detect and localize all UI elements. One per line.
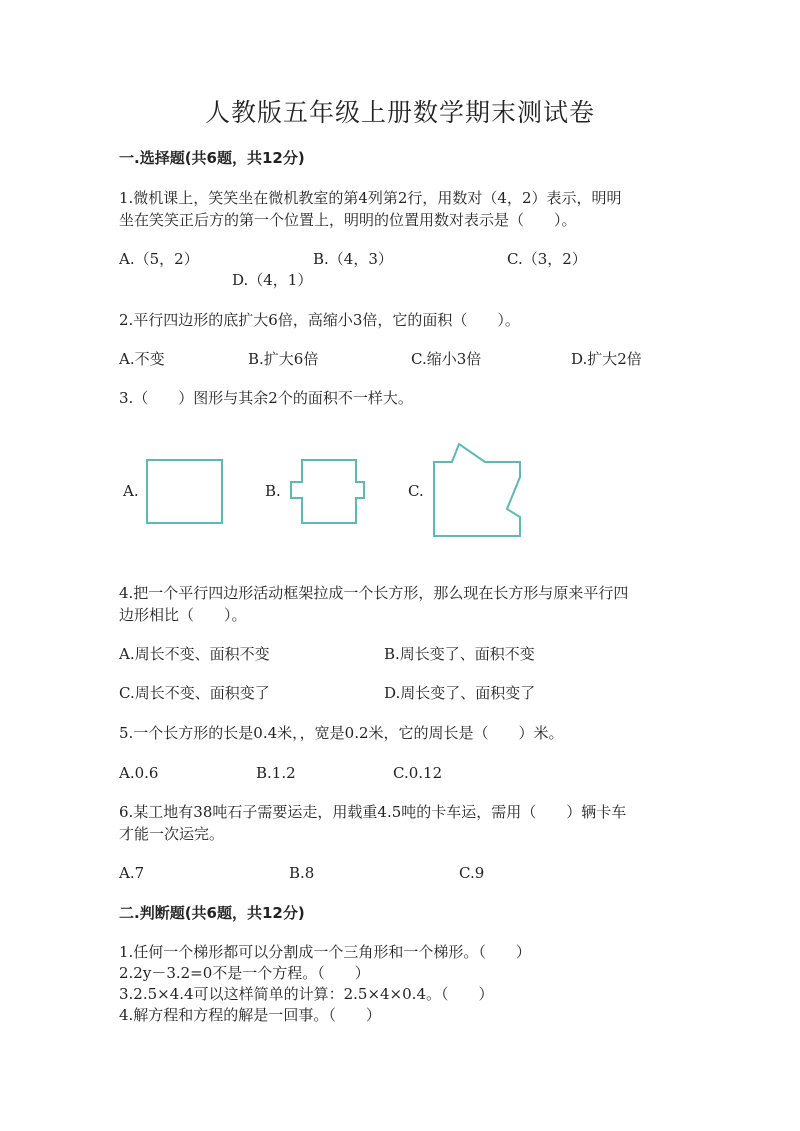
q6-option-a: A.7 bbox=[119, 864, 145, 882]
q1-text-line2: 坐在笑笑正后方的第一个位置上，明明的位置用数对表示是（ ）。 bbox=[119, 211, 577, 229]
q2-option-a: A.不变 bbox=[119, 350, 165, 368]
section1-heading: 一.选择题(共6题，共12分) bbox=[119, 149, 305, 167]
q2-option-c: C.缩小3倍 bbox=[411, 350, 482, 368]
tf-item-4: 4.解方程和方程的解是一回事。（ ） bbox=[119, 1006, 381, 1024]
q2-option-d: D.扩大2倍 bbox=[571, 350, 642, 368]
q1-option-d: D.（4，1） bbox=[232, 271, 313, 289]
q1-text-line1: 1.微机课上，笑笑坐在微机教室的第4列第2行，用数对（4，2）表示，明明 bbox=[119, 189, 622, 207]
q1-option-b: B.（4，3） bbox=[313, 250, 393, 268]
q5-text: 5.一个长方形的长是0.4米，，宽是0.2米，它的周长是（ ）米。 bbox=[119, 724, 564, 742]
q1-option-c: C.（3，2） bbox=[507, 250, 587, 268]
q5-option-b: B.1.2 bbox=[256, 764, 296, 782]
q4-option-c: C.周长不变、面积变了 bbox=[119, 684, 270, 702]
section2-heading: 二.判断题(共6题，共12分) bbox=[119, 904, 305, 922]
q5-option-c: C.0.12 bbox=[393, 764, 443, 782]
tf-item-1: 1.任何一个梯形都可以分割成一个三角形和一个梯形。（ ） bbox=[119, 943, 531, 961]
q6-text-line2: 才能一次运完。 bbox=[119, 825, 225, 843]
page-title: 人教版五年级上册数学期末测试卷 bbox=[204, 98, 595, 127]
q6-option-b: B.8 bbox=[289, 864, 315, 882]
q3-shapes-figure bbox=[0, 0, 800, 560]
q6-option-c: C.9 bbox=[459, 864, 485, 882]
q4-text-line1: 4.把一个平行四边形活动框架拉成一个长方形，那么现在长方形与原来平行四 bbox=[119, 584, 629, 602]
shape-c-label: C. bbox=[408, 482, 424, 500]
shape-b-label: B. bbox=[265, 482, 281, 500]
q4-option-a: A.周长不变、面积不变 bbox=[119, 645, 270, 663]
tf-item-3: 3.2.5×4.4可以这样简单的计算：2.5×4×0.4。（ ） bbox=[119, 985, 494, 1003]
q3-text: 3.（ ）图形与其余2个的面积不一样大。 bbox=[119, 389, 413, 407]
q1-option-a: A.（5，2） bbox=[119, 250, 199, 268]
q5-option-a: A.0.6 bbox=[119, 764, 159, 782]
q6-text-line1: 6.某工地有38吨石子需要运走，用载重4.5吨的卡车运，需用（ ）辆卡车 bbox=[119, 803, 627, 821]
q2-option-b: B.扩大6倍 bbox=[248, 350, 319, 368]
shape-a-label: A. bbox=[123, 482, 139, 500]
shape-c-irregular-polygon bbox=[434, 444, 520, 536]
q4-text-line2: 边形相比（ ）。 bbox=[119, 606, 247, 624]
q4-option-d: D.周长变了、面积变了 bbox=[384, 684, 536, 702]
q2-text: 2.平行四边形的底扩大6倍，高缩小3倍，它的面积（ ）。 bbox=[119, 311, 520, 329]
shape-b-notched-polygon bbox=[291, 460, 364, 523]
tf-item-2: 2.2y－3.2=0不是一个方程。（ ） bbox=[119, 964, 370, 982]
shape-a-rectangle bbox=[147, 460, 222, 523]
q4-option-b: B.周长变了、面积不变 bbox=[384, 645, 535, 663]
